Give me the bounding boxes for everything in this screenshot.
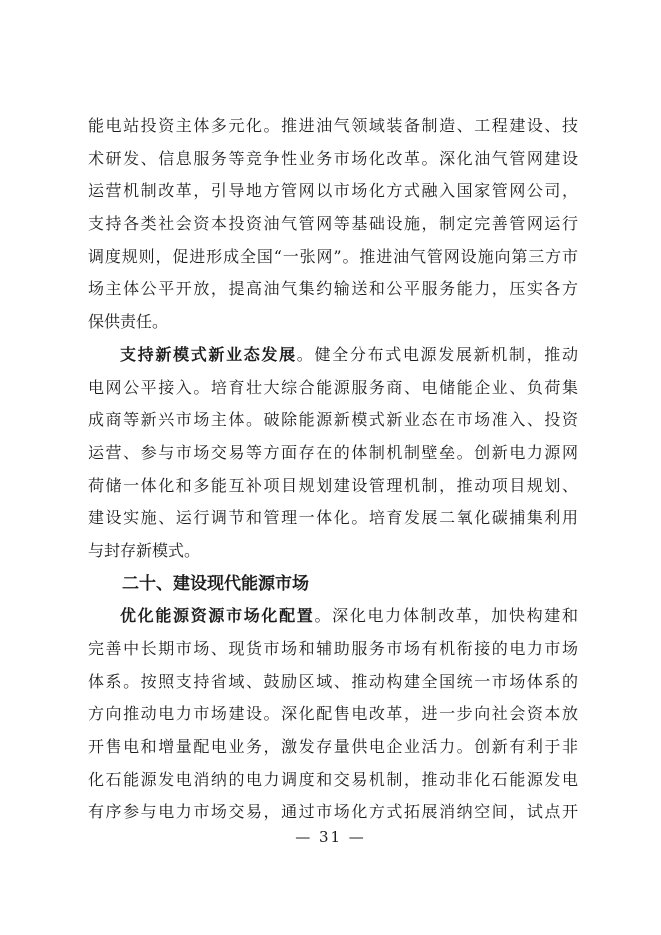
paragraph-new-models (88, 339, 578, 568)
text-line: 荷储一体化和多能互补项目规划建设管理机制，推动项目规划、 (88, 475, 578, 495)
text-line: 调度规则，促进形成全国“一张网”。推进油气管网设施向第三方市 (88, 246, 578, 266)
text-line: 与封存新模式。 (88, 540, 201, 560)
text-line: 化石能源发电消纳的电力调度和交易机制，推动非化石能源发电 (88, 769, 578, 789)
text-line: 运营机制改革，引导地方管网以市场化方式融入国家管网公司， (88, 181, 578, 201)
page-number: — 31 — (295, 828, 366, 846)
text-line: 保供责任。 (88, 312, 169, 332)
text-line: 有序参与电力市场交易，通过市场化方式拓展消纳空间，试点开 (88, 802, 578, 822)
paragraph-lead-bold: 优化能源资源市场化配置 (120, 606, 315, 626)
text-line: 支持各类社会资本投资油气管网等基础设施，制定完善管网运行 (88, 214, 578, 234)
text-line: 建设实施、运行调节和管理一体化。培育发展二氧化碳捕集利用 (88, 508, 578, 528)
text-line (88, 600, 578, 633)
text-line: 体系。按照支持省域、鼓励区域、推动构建全国统一市场体系的 (88, 671, 578, 691)
text-line: 成商等新兴市场主体。破除能源新模式新业态在市场准入、投资 (88, 410, 578, 430)
paragraph-lead-rest: 。深化电力体制改革，加快构建和 (314, 606, 578, 626)
paragraph-lead-rest: 。健全分布式电源发展新机制，推动 (296, 344, 578, 364)
paragraph-oil-gas-market (88, 110, 578, 339)
text-line: 开售电和增量配电业务，激发存量供电企业活力。创新有利于非 (88, 737, 578, 757)
text-line: 术研发、信息服务等竞争性业务市场化改革。深化油气管网建设 (88, 148, 578, 168)
text-line: 运营、参与市场交易等方面存在的体制机制壁垒。创新电力源网 (88, 442, 578, 462)
paragraph-lead-bold: 支持新模式新业态发展 (120, 344, 297, 364)
text-line (88, 339, 578, 372)
document-body (88, 110, 578, 829)
section-heading: 二十、建设现代能源市场 (122, 573, 309, 594)
text-line: 场主体公平开放，提高油气集约输送和公平服务能力，压实各方 (88, 279, 578, 299)
text-line: 完善中长期市场、现货市场和辅助服务市场有机衔接的电力市场 (88, 639, 578, 658)
text-line: 方向推动电力市场建设。深化配售电改革，进一步向社会资本放 (88, 704, 578, 724)
text-line: 电网公平接入。培育壮大综合能源服务商、电储能企业、负荷集 (88, 377, 578, 397)
text-line: 能电站投资主体多元化。推进油气领域装备制造、工程建设、技 (88, 116, 578, 135)
paragraph-energy-market (88, 600, 578, 829)
